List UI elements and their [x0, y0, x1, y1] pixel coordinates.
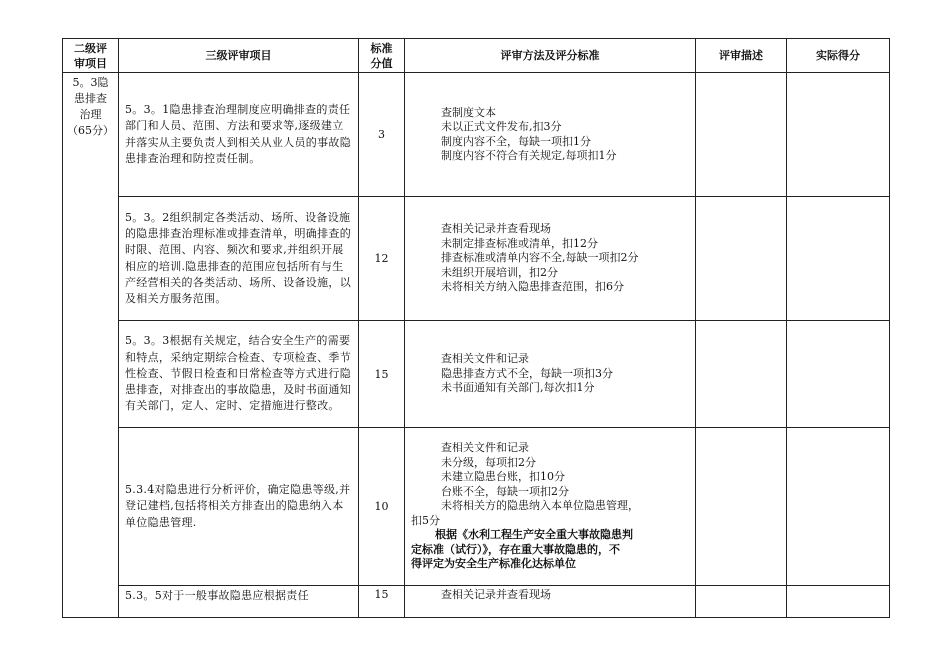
- requirement-cell: 5。3。3根据有关规定，结合安全生产的需要和特点，采纳定期综合检查、专项检查、季节性检查、节假日检查和日常检查等方式进行隐患排查，对排查出的事故隐患，及时书面通知有关部门，定人、定时、定措施进行整改。: [119, 321, 359, 428]
- table-row: [63, 73, 890, 197]
- header-level3: 三级评审项目: [119, 39, 359, 73]
- method-line: 扣5分: [411, 513, 440, 527]
- method-line: 未组织开展培训，扣2分: [441, 265, 558, 279]
- review-desc-cell[interactable]: [696, 428, 787, 586]
- method-line: 未将相关方纳入隐患排查范围，扣6分: [441, 280, 624, 294]
- actual-score-cell[interactable]: [787, 73, 890, 197]
- header-score: 标准分值: [359, 39, 405, 73]
- review-desc-cell[interactable]: [696, 197, 787, 321]
- level2-item-line: 5。3隐: [72, 76, 109, 89]
- review-desc-cell[interactable]: [696, 586, 787, 618]
- level2-item-line: （65分）: [67, 124, 114, 137]
- method-line: 未以正式文件发布,扣3分: [441, 120, 562, 133]
- method-bold-line: 根据《水利工程生产安全重大事故隐患判: [435, 528, 633, 542]
- method-cell: [405, 321, 696, 428]
- method-cell: [405, 428, 696, 586]
- method-bold-line: 定标准（试行）》，存在重大事故隐患的，不: [411, 542, 620, 556]
- method-line: 未将相关方的隐患纳入本单位隐患管理，: [441, 499, 639, 513]
- header-level2: 二级评审项目: [63, 39, 119, 73]
- score-cell: 3: [359, 73, 405, 197]
- actual-score-cell[interactable]: [787, 428, 890, 586]
- table-row: [63, 428, 890, 586]
- level2-item-line: 治理: [79, 108, 102, 121]
- level2-item-cell: [63, 73, 119, 618]
- method-cell: [405, 586, 696, 618]
- table-row: [63, 321, 890, 428]
- header-row: [63, 39, 890, 73]
- method-cell: [405, 197, 696, 321]
- method-line: 未书面通知有关部门,每次扣1分: [441, 381, 595, 395]
- requirement-cell: 5.3。5对于一般事故隐患应根据责任: [119, 586, 359, 618]
- requirement-cell: 5。3。1隐患排查治理制度应明确排查的责任部门和人员、范围、方法和要求等,逐级建立并落实从主要负责人到相关从业人员的事故隐患排查治理和防控责任制。: [119, 73, 359, 197]
- method-line: 台账不全，每缺一项扣2分: [441, 484, 569, 498]
- method-line: 制度内容不全，每缺一项扣1分: [441, 134, 591, 148]
- actual-score-cell[interactable]: [787, 197, 890, 321]
- method-line: 查制度文本: [441, 105, 496, 119]
- method-cell: [405, 73, 696, 197]
- level2-item-line: 患排查: [74, 92, 107, 105]
- header-method: 评审方法及评分标准: [405, 39, 696, 73]
- table-row: [63, 197, 890, 321]
- review-desc-cell[interactable]: [696, 73, 787, 197]
- method-line: 未建立隐患台账，扣10分: [441, 470, 565, 484]
- requirement-cell: 5.3.4对隐患进行分析评价，确定隐患等级,并登记建档,包括将相关方排查出的隐患纳入本单位隐患管理.: [119, 428, 359, 586]
- score-cell: 15: [359, 321, 405, 428]
- method-line: 查相关记录并查看现场: [441, 222, 551, 236]
- review-table: [62, 38, 890, 618]
- method-line: 未制定排查标准或清单，扣12分: [441, 236, 598, 250]
- method-line: 查相关文件和记录: [441, 352, 529, 366]
- method-line: 制度内容不符合有关规定,每项扣1分: [441, 149, 617, 162]
- header-desc: 评审描述: [696, 39, 787, 73]
- review-desc-cell[interactable]: [696, 321, 787, 428]
- method-line: 查相关记录并查看现场: [441, 588, 551, 601]
- requirement-cell: 5。3。2组织制定各类活动、场所、设备设施的隐患排查治理标准或排查清单，明确排查的时限、范围、内容、频次和要求,并组织开展相应的培训.隐患排查的范围应包括所有与生产经营相关的各类活动、场所、设备设施，以及相关方服务范围。: [119, 197, 359, 321]
- score-cell: 15: [359, 586, 405, 618]
- actual-score-cell[interactable]: [787, 586, 890, 618]
- method-line: 未分级，每项扣2分: [441, 455, 536, 469]
- method-line: 排查标准或清单内容不全,每缺一项扣2分: [441, 251, 639, 265]
- method-line: 查相关文件和记录: [441, 441, 529, 455]
- table-row: [63, 586, 890, 618]
- actual-score-cell[interactable]: [787, 321, 890, 428]
- header-actual: 实际得分: [787, 39, 890, 73]
- method-bold-line: 得评定为安全生产标准化达标单位: [411, 557, 576, 571]
- score-cell: 12: [359, 197, 405, 321]
- score-cell: 10: [359, 428, 405, 586]
- method-line: 隐患排查方式不全，每缺一项扣3分: [441, 366, 613, 380]
